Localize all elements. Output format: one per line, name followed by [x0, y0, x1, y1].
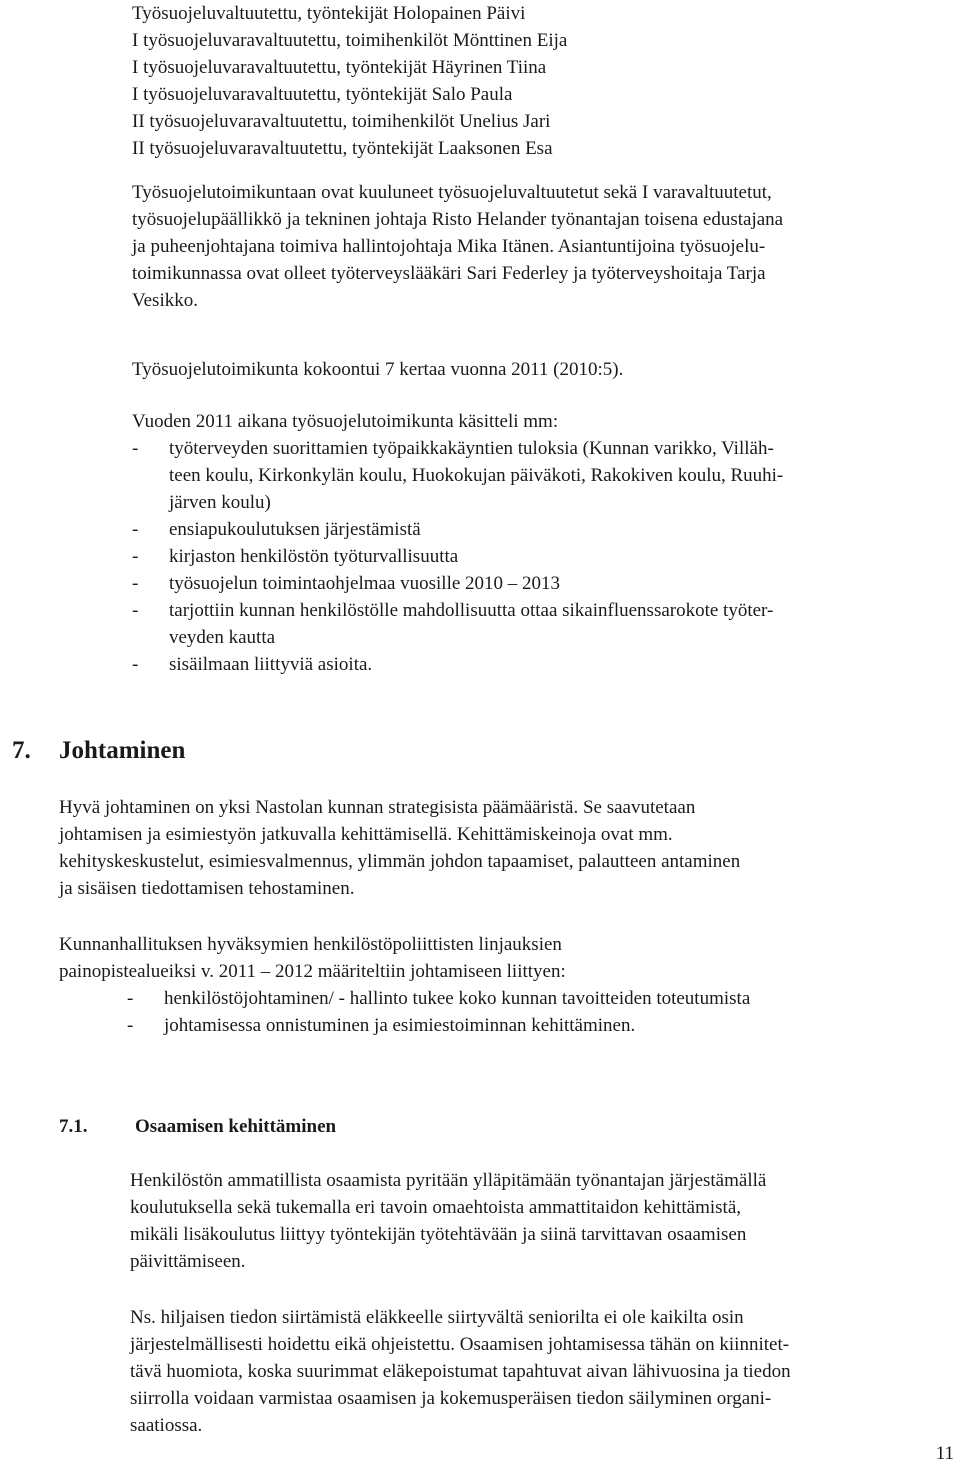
section-7-1-title: Osaamisen kehittäminen	[135, 1116, 337, 1137]
paragraph-line: ja puheenjohtajana toimiva hallintojohtaja Mika Itänen. Asiantuntijoina työsuojelu-	[132, 236, 766, 257]
section-7-list	[127, 985, 927, 1039]
list-item-line: kirjaston henkilöstön työturvallisuutta	[169, 546, 459, 567]
paragraph-line: Hyvä johtaminen on yksi Nastolan kunnan strategisista päämääristä. Se saavutetaan	[59, 797, 696, 818]
list-item-line: ensiapukoulutuksen järjestämistä	[169, 519, 421, 540]
list-item-line: tarjottiin kunnan henkilöstölle mahdollisuutta ottaa sikainfluenssarokote työter-	[169, 600, 774, 621]
committee-paragraph	[132, 179, 783, 314]
list-dash: -	[132, 438, 139, 459]
roles-list	[132, 0, 567, 162]
paragraph-line: järjestelmällisesti hoidettu eikä ohjeistettu. Osaamisen johtamisessa tähän on kiinnitet-	[130, 1334, 790, 1355]
paragraph-line: koulutuksella sekä tukemalla eri tavoin omaehtoista ammattitaidon kehittämistä,	[130, 1197, 742, 1218]
list-item-line: työterveyden suorittamien työpaikkakäyntien tuloksia (Kunnan varikko, Villäh-	[169, 438, 774, 459]
topics-intro: Vuoden 2011 aikana työsuojelutoimikunta käsitteli mm:	[132, 411, 559, 432]
topics-section	[132, 408, 952, 678]
list-item	[132, 435, 952, 516]
list-dash: -	[132, 654, 139, 675]
list-dash: -	[132, 519, 139, 540]
paragraph-line: tävä huomiota, koska suurimmat eläkepoistumat tapahtuvat aivan lähivuosina ja tiedon	[130, 1361, 791, 1382]
section-7-paragraph-1	[59, 794, 740, 902]
list-item-line: järven koulu)	[169, 492, 271, 513]
list-dash: -	[127, 988, 134, 1009]
role-line: II työsuojeluvaravaltuutettu, toimihenkilöt Unelius Jari	[132, 111, 551, 132]
paragraph-line: Työsuojelutoimikuntaan ovat kuuluneet työsuojeluvaltuutetut sekä I varavaltuutetut,	[132, 182, 772, 203]
section-7-paragraph-2	[59, 931, 566, 985]
list-item	[132, 597, 952, 651]
list-item	[132, 570, 952, 597]
section-7-1-paragraph-1	[130, 1167, 766, 1275]
paragraph-line: Vesikko.	[132, 290, 198, 311]
paragraph-line: johtamisen ja esimiestyön jatkuvalla kehittämisellä. Kehittämiskeinoja ovat mm.	[59, 824, 673, 845]
list-item	[127, 1012, 927, 1039]
list-item-line: henkilöstöjohtaminen/ - hallinto tukee koko kunnan tavoitteiden toteutumista	[164, 988, 751, 1009]
role-line: I työsuojeluvaravaltuutettu, työntekijät Häyrinen Tiina	[132, 57, 547, 78]
page-number: 11	[935, 1443, 954, 1464]
section-7-number: 7.	[12, 737, 31, 764]
role-line: I työsuojeluvaravaltuutettu, toimihenkilöt Mönttinen Eija	[132, 30, 568, 51]
paragraph-line: siirrolla voidaan varmistaa osaamisen ja kokemusperäisen tiedon säilyminen organi-	[130, 1388, 772, 1409]
list-dash: -	[132, 600, 139, 621]
paragraph-line: Henkilöstön ammatillista osaamista pyritään ylläpitämään työnantajan järjestämällä	[130, 1170, 767, 1191]
paragraph-line: työsuojelupäällikkö ja tekninen johtaja Risto Helander työnantajan toisena edustajana	[132, 209, 784, 230]
paragraph-line: Kunnanhallituksen hyväksymien henkilöstöpoliittisten linjauksien	[59, 934, 562, 955]
list-dash: -	[132, 573, 139, 594]
list-item	[132, 516, 952, 543]
paragraph-line: Ns. hiljaisen tiedon siirtämistä eläkkeelle siirtyvältä seniorilta ei ole kaikilta osin	[130, 1307, 744, 1328]
role-line: I työsuojeluvaravaltuutettu, työntekijät Salo Paula	[132, 84, 513, 105]
list-dash: -	[127, 1015, 134, 1036]
section-7-1-paragraph-2	[130, 1304, 791, 1439]
list-item	[127, 985, 927, 1012]
list-item-line: työsuojelun toimintaohjelmaa vuosille 2010 – 2013	[169, 573, 561, 594]
section-7-1-number: 7.1.	[59, 1116, 88, 1137]
list-dash: -	[132, 546, 139, 567]
role-line: Työsuojeluvaltuutettu, työntekijät Holopainen Päivi	[132, 3, 526, 24]
list-item-line: teen koulu, Kirkonkylän koulu, Huokokujan päiväkoti, Rakokiven koulu, Ruuhi-	[169, 465, 784, 486]
list-item-line: sisäilmaan liittyviä asioita.	[169, 654, 373, 675]
meetings-text: Työsuojelutoimikunta kokoontui 7 kertaa vuonna 2011 (2010:5).	[132, 359, 624, 380]
list-item	[132, 543, 952, 570]
list-item-line: veyden kautta	[169, 627, 276, 648]
paragraph-line: toimikunnassa ovat olleet työterveyslääkäri Sari Federley ja työterveyshoitaja Tarja	[132, 263, 766, 284]
paragraph-line: päivittämiseen.	[130, 1251, 246, 1272]
section-7-title: Johtaminen	[59, 737, 186, 764]
list-item	[132, 651, 952, 678]
paragraph-line: saatiossa.	[130, 1415, 203, 1436]
paragraph-line: ja sisäisen tiedottamisen tehostaminen.	[59, 878, 355, 899]
paragraph-line: kehityskeskustelut, esimiesvalmennus, ylimmän johdon tapaamiset, palautteen antaminen	[59, 851, 741, 872]
paragraph-line: painopistealueiksi v. 2011 – 2012 määriteltiin johtamiseen liittyen:	[59, 961, 566, 982]
role-line: II työsuojeluvaravaltuutettu, työntekijät Laaksonen Esa	[132, 138, 553, 159]
list-item-line: johtamisessa onnistuminen ja esimiestoiminnan kehittäminen.	[164, 1015, 636, 1036]
paragraph-line: mikäli lisäkoulutus liittyy työntekijän työtehtävään ja siinä tarvittavan osaamisen	[130, 1224, 747, 1245]
